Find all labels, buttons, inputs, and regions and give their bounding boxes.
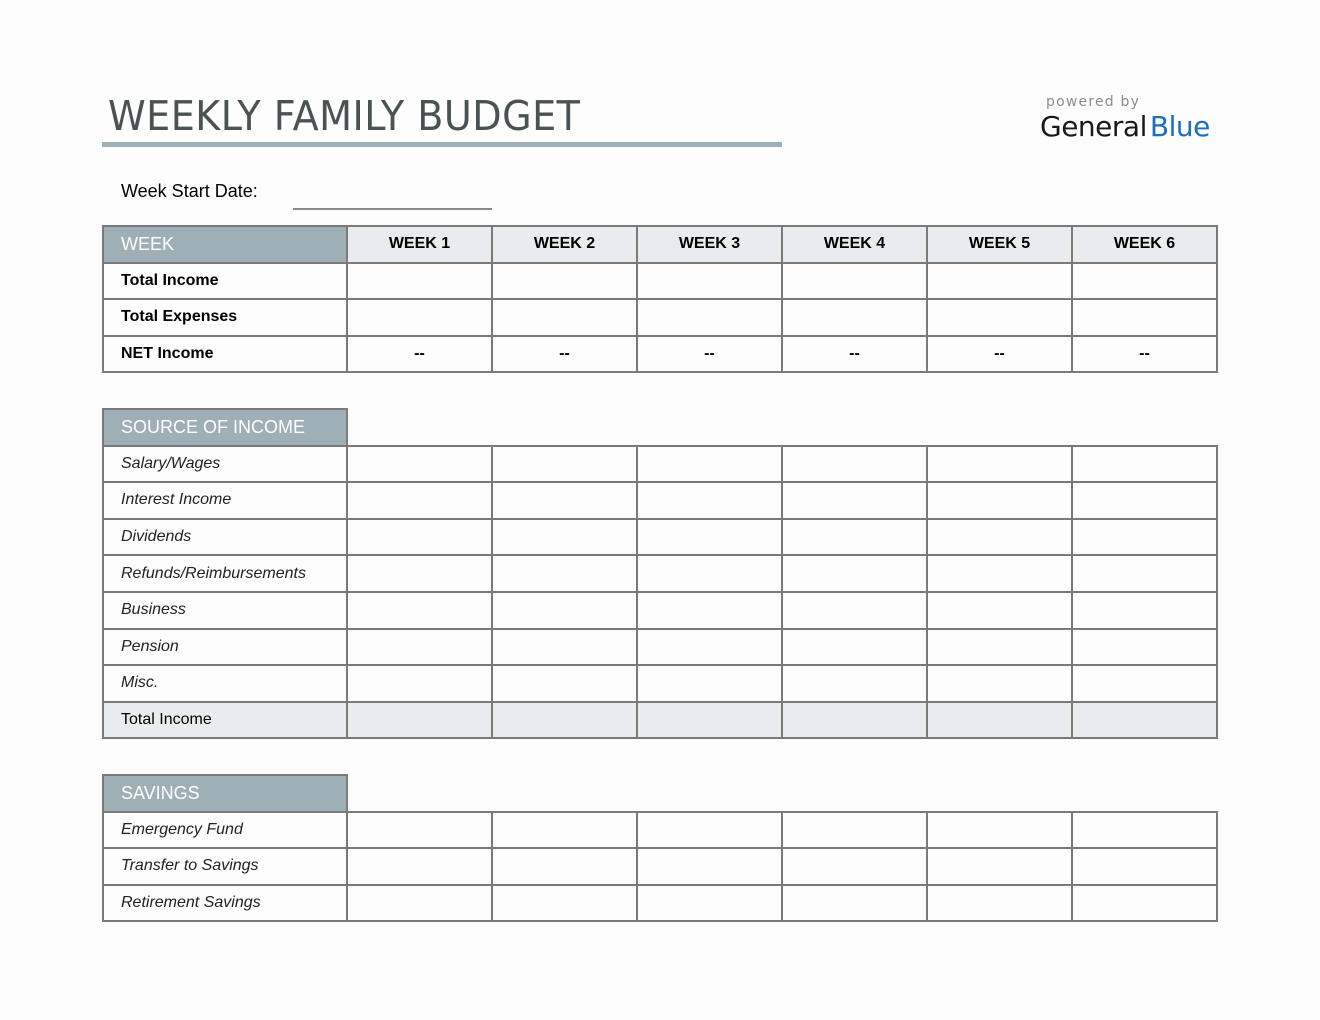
- cell[interactable]: [927, 812, 1072, 849]
- table-row: [103, 263, 1217, 300]
- cell[interactable]: [927, 446, 1072, 483]
- week-1-header: WEEK 1: [347, 226, 492, 263]
- cell[interactable]: [927, 299, 1072, 336]
- week-header: WEEK: [103, 226, 347, 263]
- cell[interactable]: [492, 482, 637, 519]
- source-of-income-header: SOURCE OF INCOME: [103, 409, 347, 446]
- cell[interactable]: [637, 665, 782, 702]
- cell[interactable]: --: [492, 336, 637, 373]
- row-label: Emergency Fund: [103, 812, 347, 849]
- row-label: Pension: [103, 629, 347, 666]
- week-start-date-label: Week Start Date:: [121, 181, 258, 201]
- cell[interactable]: --: [782, 336, 927, 373]
- savings-header-row: [103, 775, 1217, 812]
- table-row: [103, 812, 1217, 849]
- week-6-header: WEEK 6: [1072, 226, 1217, 263]
- cell[interactable]: [347, 665, 492, 702]
- cell[interactable]: [492, 665, 637, 702]
- cell[interactable]: [347, 299, 492, 336]
- cell[interactable]: [782, 519, 927, 556]
- cell[interactable]: [782, 812, 927, 849]
- cell[interactable]: [1072, 263, 1217, 300]
- cell[interactable]: [782, 555, 927, 592]
- cell[interactable]: [927, 555, 1072, 592]
- brand-logo: [1040, 94, 1220, 143]
- cell[interactable]: [637, 592, 782, 629]
- cell[interactable]: [927, 848, 1072, 885]
- row-label: NET Income: [103, 336, 347, 373]
- row-label: Business: [103, 592, 347, 629]
- table-row: [103, 519, 1217, 556]
- week-start-date-field[interactable]: [293, 208, 492, 210]
- cell[interactable]: [782, 482, 927, 519]
- cell[interactable]: [637, 446, 782, 483]
- table-row: [103, 629, 1217, 666]
- week-4-header: WEEK 4: [782, 226, 927, 263]
- cell[interactable]: [782, 299, 927, 336]
- cell[interactable]: --: [637, 336, 782, 373]
- cell[interactable]: [927, 592, 1072, 629]
- cell[interactable]: [927, 629, 1072, 666]
- week-2-header: WEEK 2: [492, 226, 637, 263]
- cell[interactable]: [637, 299, 782, 336]
- savings-table: [102, 774, 1218, 922]
- table-row: [103, 848, 1217, 885]
- cell[interactable]: [637, 812, 782, 849]
- cell[interactable]: [347, 263, 492, 300]
- table-row: [103, 482, 1217, 519]
- table-row: [103, 446, 1217, 483]
- table-row: [103, 665, 1217, 702]
- cell: [492, 702, 637, 739]
- cell[interactable]: [347, 885, 492, 922]
- cell[interactable]: [782, 665, 927, 702]
- total-income-row: [103, 702, 1217, 739]
- brand-name: General Blue: [1040, 110, 1210, 143]
- cell[interactable]: [347, 446, 492, 483]
- cell[interactable]: [347, 848, 492, 885]
- cell[interactable]: [1072, 848, 1217, 885]
- cell[interactable]: [492, 848, 637, 885]
- row-label: Total Income: [103, 702, 347, 739]
- cell[interactable]: [782, 885, 927, 922]
- cell[interactable]: [347, 555, 492, 592]
- cell: [782, 702, 927, 739]
- cell[interactable]: --: [927, 336, 1072, 373]
- table-row: [103, 555, 1217, 592]
- cell[interactable]: [927, 885, 1072, 922]
- cell[interactable]: [1072, 592, 1217, 629]
- savings-header: SAVINGS: [103, 775, 347, 812]
- row-label: Misc.: [103, 665, 347, 702]
- cell[interactable]: [492, 446, 637, 483]
- row-label: Retirement Savings: [103, 885, 347, 922]
- cell[interactable]: [1072, 482, 1217, 519]
- page-title: WEEKLY FAMILY BUDGET: [108, 92, 581, 140]
- cell[interactable]: [347, 592, 492, 629]
- cell[interactable]: [1072, 299, 1217, 336]
- cell[interactable]: [1072, 812, 1217, 849]
- cell[interactable]: [1072, 665, 1217, 702]
- row-label: Total Income: [103, 263, 347, 300]
- cell[interactable]: [492, 812, 637, 849]
- cell[interactable]: [492, 885, 637, 922]
- income-table: [102, 408, 1218, 739]
- week-5-header: WEEK 5: [927, 226, 1072, 263]
- cell[interactable]: [927, 665, 1072, 702]
- table-row: [103, 885, 1217, 922]
- table-row: [103, 299, 1217, 336]
- cell[interactable]: [782, 446, 927, 483]
- cell[interactable]: [637, 629, 782, 666]
- week-3-header: WEEK 3: [637, 226, 782, 263]
- cell[interactable]: [782, 848, 927, 885]
- income-header-row: [103, 409, 1217, 446]
- powered-by-text: powered by: [1046, 94, 1141, 110]
- cell[interactable]: [1072, 885, 1217, 922]
- cell[interactable]: [492, 299, 637, 336]
- cell[interactable]: [637, 848, 782, 885]
- cell: [347, 702, 492, 739]
- cell[interactable]: [1072, 629, 1217, 666]
- cell[interactable]: [637, 482, 782, 519]
- cell[interactable]: [347, 629, 492, 666]
- row-label: Total Expenses: [103, 299, 347, 336]
- weekly-summary-table: [102, 225, 1218, 373]
- cell[interactable]: [637, 555, 782, 592]
- cell[interactable]: [492, 519, 637, 556]
- summary-header-row: [103, 226, 1217, 263]
- table-row: [103, 592, 1217, 629]
- cell[interactable]: [927, 263, 1072, 300]
- cell[interactable]: [927, 482, 1072, 519]
- cell[interactable]: --: [1072, 336, 1217, 373]
- cell[interactable]: [637, 519, 782, 556]
- cell[interactable]: [1072, 555, 1217, 592]
- table-row: [103, 336, 1217, 373]
- cell[interactable]: [492, 592, 637, 629]
- title-underline: [102, 142, 782, 147]
- cell[interactable]: [637, 263, 782, 300]
- cell[interactable]: [347, 812, 492, 849]
- row-label: Interest Income: [103, 482, 347, 519]
- cell[interactable]: [492, 263, 637, 300]
- row-label: Dividends: [103, 519, 347, 556]
- cell[interactable]: --: [347, 336, 492, 373]
- row-label: Transfer to Savings: [103, 848, 347, 885]
- cell[interactable]: [782, 263, 927, 300]
- cell[interactable]: [492, 629, 637, 666]
- cell[interactable]: [637, 885, 782, 922]
- cell[interactable]: [347, 519, 492, 556]
- cell[interactable]: [927, 519, 1072, 556]
- cell[interactable]: [1072, 519, 1217, 556]
- row-label: Refunds/Reimbursements: [103, 555, 347, 592]
- cell[interactable]: [1072, 446, 1217, 483]
- cell[interactable]: [492, 555, 637, 592]
- cell[interactable]: [782, 629, 927, 666]
- cell[interactable]: [782, 592, 927, 629]
- row-label: Salary/Wages: [103, 446, 347, 483]
- cell: [637, 702, 782, 739]
- cell: [927, 702, 1072, 739]
- cell: [1072, 702, 1217, 739]
- cell[interactable]: [347, 482, 492, 519]
